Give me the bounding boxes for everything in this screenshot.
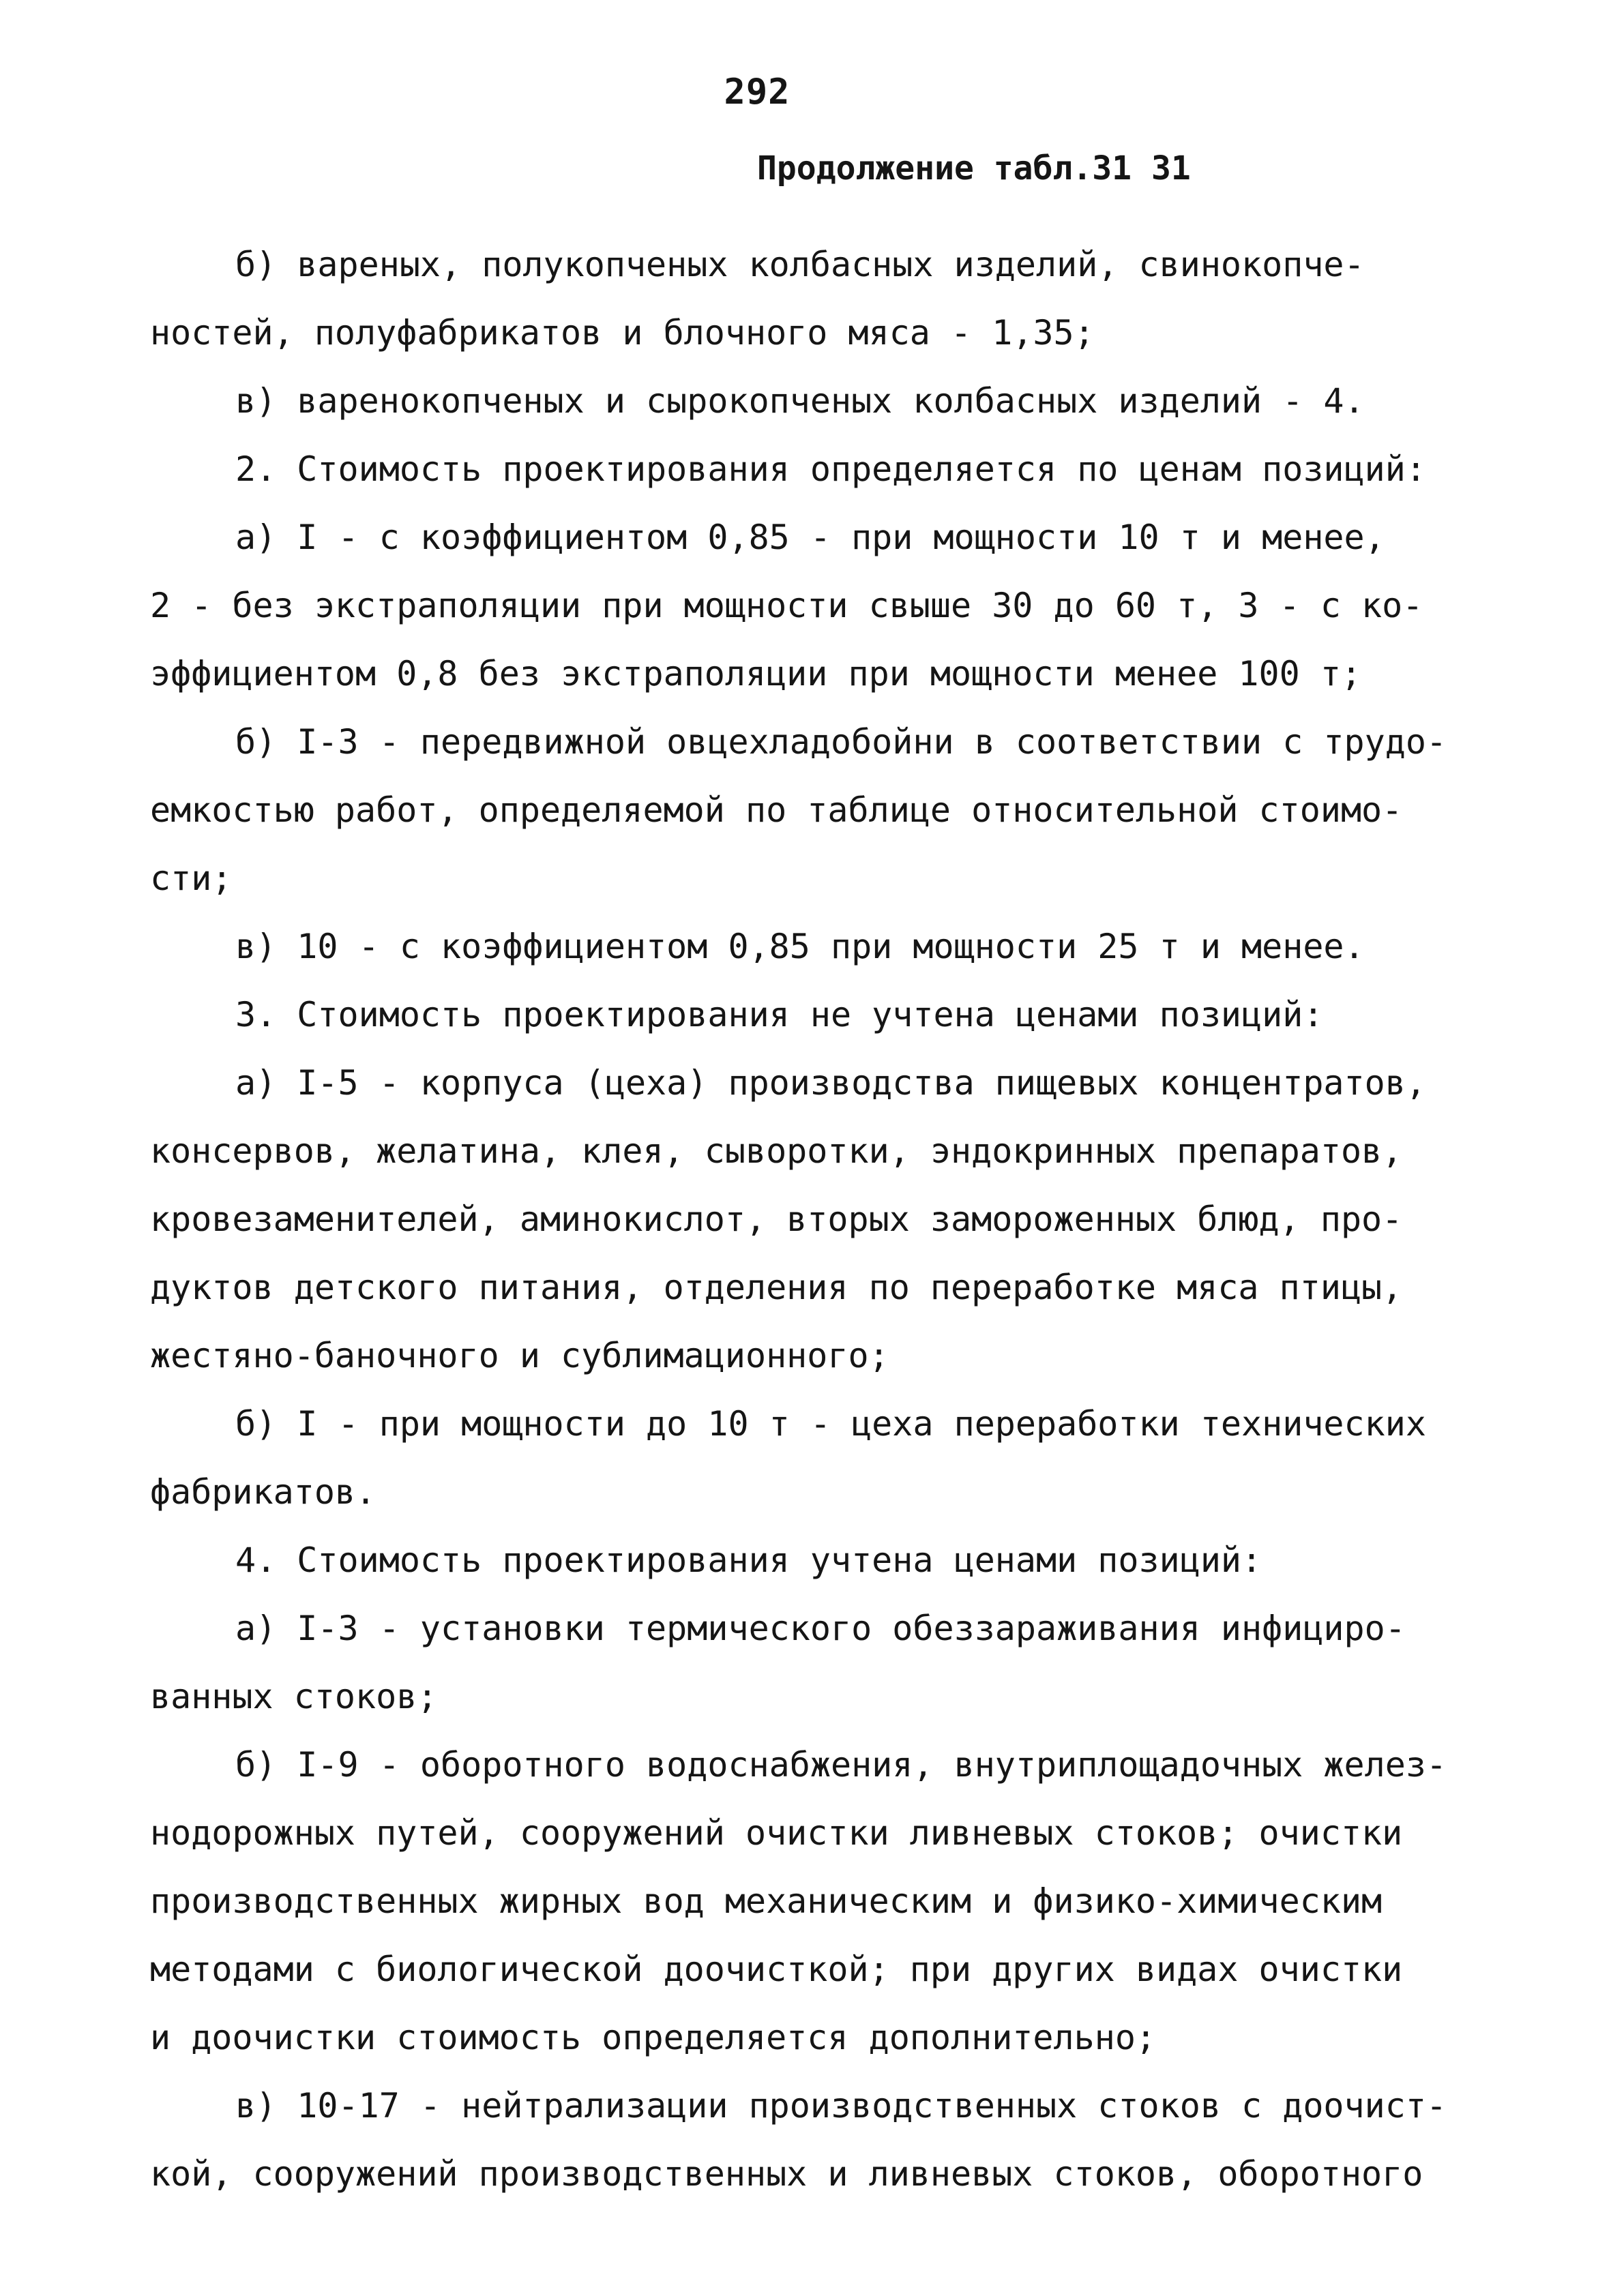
text-line: методами с биологической доочисткой; при других видах очистки — [150, 1950, 1403, 1989]
text-line: б) вареных, полукопченых колбасных изделий, свинокопче- — [235, 245, 1365, 284]
text-line: 4. Стоимость проектирования учтена ценами позиций: — [235, 1540, 1262, 1580]
body-text — [150, 230, 1480, 2208]
text-line: ностей, полуфабрикатов и блочного мяса - 1,35; — [150, 313, 1095, 353]
text-line: нодорожных путей, сооружений очистки ливневых стоков; очистки — [150, 1813, 1403, 1853]
text-line: дуктов детского питания, отделения по переработке мяса птицы, — [150, 1268, 1403, 1307]
text-line: б) I-3 - передвижной овцехладобойни в соответствии с трудо- — [235, 722, 1447, 762]
text-line: производственных жирных вод механическим и физико-химическим — [150, 1881, 1383, 1921]
text-line: а) I - с коэффициентом 0,85 - при мощности 10 т и менее, — [235, 518, 1385, 557]
text-line: кой, сооружений производственных и ливневых стоков, оборотного — [150, 2154, 1423, 2194]
text-line: кровезаменителей, аминокислот, вторых замороженных блюд, про- — [150, 1199, 1403, 1239]
text-line: б) I-9 - оборотного водоснабжения, внутриплощадочных желез- — [235, 1745, 1447, 1785]
text-line: 2 - без экстраполяции при мощности свыше 30 до 60 т, 3 - с ко- — [150, 586, 1423, 625]
text-line: фабрикатов. — [150, 1472, 376, 1512]
text-line: в) варенокопченых и сырокопченых колбасных изделий - 4. — [235, 381, 1365, 421]
text-line: 3. Стоимость проектирования не учтена ценами позиций: — [235, 995, 1324, 1034]
text-line: б) I - при мощности до 10 т - цеха переработки технических — [235, 1404, 1426, 1444]
text-line: сти; — [150, 859, 233, 898]
text-line: эффициентом 0,8 без экстраполяции при мощности менее 100 т; — [150, 654, 1362, 694]
page-number: 292 — [724, 72, 790, 113]
text-line: ванных стоков; — [150, 1677, 438, 1716]
text-line: а) I-3 - установки термического обеззараживания инфициро- — [235, 1609, 1406, 1648]
text-line: емкостью работ, определяемой по таблице относительной стоимо- — [150, 790, 1403, 830]
table-continuation-caption: Продолжение табл.31 31 — [757, 149, 1191, 188]
text-line: а) I-5 - корпуса (цеха) производства пищевых концентратов, — [235, 1063, 1426, 1103]
text-line: жестяно-баночного и сублимационного; — [150, 1336, 889, 1375]
text-line: в) 10 - с коэффициентом 0,85 при мощности 25 т и менее. — [235, 927, 1365, 966]
text-line: и доочистки стоимость определяется дополнительно; — [150, 2018, 1157, 2057]
text-line: 2. Стоимость проектирования определяется по ценам позиций: — [235, 449, 1426, 489]
text-line: консервов, желатина, клея, сыворотки, эндокринных препаратов, — [150, 1131, 1403, 1171]
text-line: в) 10-17 - нейтрализации производственных стоков с доочист- — [235, 2086, 1447, 2126]
